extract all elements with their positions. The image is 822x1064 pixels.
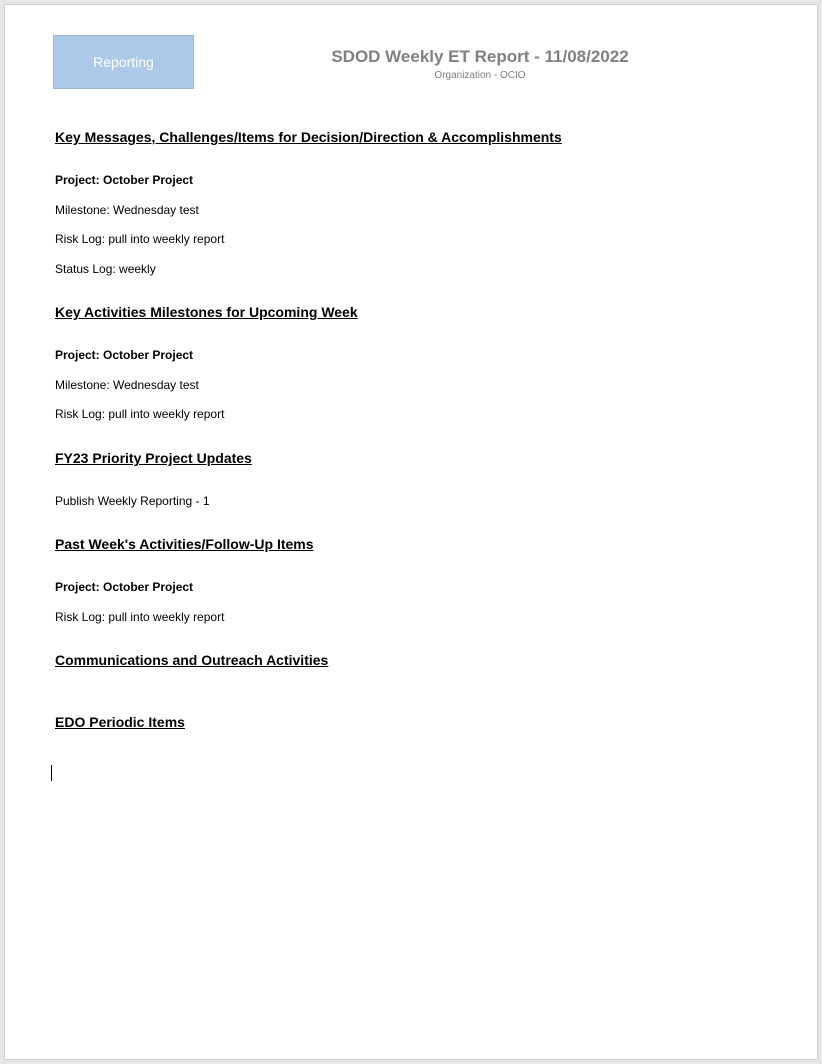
report-subtitle: Organization - OCIO [434, 70, 526, 81]
text-cursor [51, 765, 52, 781]
section-heading-communications: Communications and Outreach Activities [55, 652, 329, 668]
risk-log-line: Risk Log: pull into weekly report [55, 407, 225, 421]
section-heading-fy23-priority: FY23 Priority Project Updates [55, 450, 252, 466]
reporting-logo-box [53, 35, 194, 89]
logo-label: Reporting [93, 54, 154, 70]
publish-line: Publish Weekly Reporting - 1 [55, 494, 210, 508]
project-line: Project: October Project [55, 348, 194, 362]
section-heading-key-activities: Key Activities Milestones for Upcoming Week [55, 304, 358, 320]
project-line: Project: October Project [55, 173, 194, 187]
report-title: SDOD Weekly ET Report - 11/08/2022 [331, 47, 629, 66]
report-header [255, 47, 705, 83]
section-heading-past-week: Past Week's Activities/Follow-Up Items [55, 536, 314, 552]
section-heading-edo-periodic: EDO Periodic Items [55, 714, 185, 730]
risk-log-line: Risk Log: pull into weekly report [55, 610, 225, 624]
project-line: Project: October Project [55, 580, 194, 594]
section-heading-key-messages: Key Messages, Challenges/Items for Decision/Direction & Accomplishments [55, 129, 562, 145]
milestone-line: Milestone: Wednesday test [55, 203, 199, 217]
milestone-line: Milestone: Wednesday test [55, 378, 199, 392]
status-log-line: Status Log: weekly [55, 262, 156, 276]
risk-log-line: Risk Log: pull into weekly report [55, 232, 225, 246]
document-page[interactable] [4, 4, 818, 1060]
